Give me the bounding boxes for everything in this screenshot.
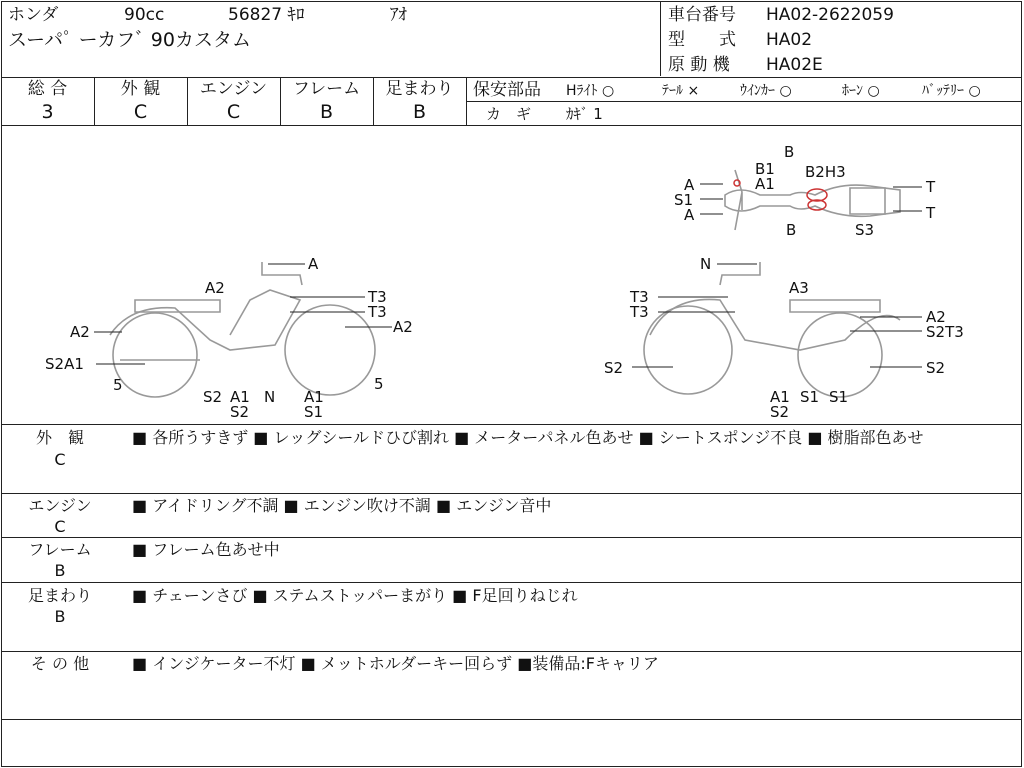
label-right: A3 — [789, 279, 809, 297]
section-other-notes: ■ インジケーター不灯 ■ メットホルダーキー回らず ■装備品:Fキャリア — [132, 654, 659, 673]
color: ｱｵ — [390, 5, 407, 25]
label-right: S2 — [770, 403, 790, 421]
label-right: S2 — [604, 359, 624, 377]
grade-value-suspension: B — [412, 101, 427, 123]
left-side-outline — [110, 262, 375, 397]
safety-taillight: ﾃｰﾙ × — [662, 83, 700, 99]
right-side-outline — [644, 262, 900, 397]
section-other-name: そ の 他 — [30, 654, 90, 673]
label-left: S2 — [203, 388, 223, 406]
engine-label: 原 動 機 — [668, 55, 730, 75]
label-left: A1 — [230, 388, 250, 406]
label-right: S2T3 — [926, 323, 964, 341]
label-left: 5 — [374, 375, 384, 393]
section-exterior-name: 外 観 — [35, 428, 84, 447]
label-left: A — [308, 255, 319, 273]
label-left: S2A1 — [45, 355, 84, 373]
chassis-label: 車台番号 — [668, 5, 736, 25]
safety-battery: ﾊﾞｯﾃﾘｰ ○ — [922, 83, 981, 99]
section-suspension-name: 足まわり — [27, 586, 92, 605]
engine-value: HA02E — [766, 55, 823, 75]
section-engine-name: エンジン — [28, 496, 92, 515]
section-exterior-notes: ■ 各所うすきず ■ レッグシールドひび割れ ■ メーターパネル色あせ ■ シートスポンジ不良 ■ 樹脂部色あせ — [132, 428, 924, 447]
key-value: ｶｷﾞ 1 — [566, 105, 603, 123]
label-right: S1 — [829, 388, 849, 406]
mileage: 56827 ｷﾛ — [228, 5, 305, 25]
label-left: A2 — [205, 279, 225, 297]
grade-label-overall: 総 合 — [27, 79, 68, 99]
model-name: スーパﾟ ーカフﾞ 90カスタム — [8, 29, 251, 51]
safety-headlight: Hﾗｲﾄ ○ — [566, 83, 615, 99]
grade-value-exterior: C — [133, 101, 148, 123]
label-left: A1 — [304, 388, 324, 406]
label-top: S3 — [855, 221, 875, 239]
label-right: A2 — [926, 308, 946, 326]
label-top: A1 — [755, 175, 775, 193]
type-value: HA02 — [766, 30, 813, 50]
label-top: B — [784, 143, 795, 161]
grade-value-frame: B — [319, 101, 334, 123]
row-line — [1, 582, 1022, 583]
label-right: S1 — [800, 388, 820, 406]
row-line — [1, 537, 1022, 538]
section-engine-grade: C — [54, 517, 66, 536]
grade-value-overall: 3 — [41, 101, 54, 123]
label-top: T — [926, 178, 936, 196]
section-frame-name: フレーム — [28, 540, 92, 559]
section-frame-notes: ■ フレーム色あせ中 — [132, 540, 280, 559]
chassis-value: HA02-2622059 — [766, 5, 894, 25]
section-suspension-notes: ■ チェーンさび ■ ステムストッパーまがり ■ F足回りねじれ — [132, 586, 578, 605]
row-line — [1, 651, 1022, 652]
row-line — [1, 493, 1022, 494]
maker: ホンダ — [8, 5, 59, 25]
label-top: A — [684, 176, 695, 194]
type-label: 型 式 — [668, 30, 736, 50]
label-top: B1 — [755, 160, 775, 178]
label-left: T3 — [368, 288, 387, 306]
grade-value-engine: C — [226, 101, 241, 123]
grade-label-exterior: 外 観 — [120, 79, 161, 99]
label-right: A1 — [770, 388, 790, 406]
section-exterior-grade: C — [54, 450, 66, 469]
label-top: B — [786, 221, 797, 239]
leader-lines — [94, 184, 922, 367]
label-left: S1 — [304, 403, 324, 421]
key-label: カ ギ — [486, 105, 532, 123]
section-engine-notes: ■ アイドリング不調 ■ エンジン吹け不調 ■ エンジン音中 — [132, 496, 552, 515]
row-line — [1, 719, 1022, 720]
label-right: N — [700, 255, 712, 273]
label-left: S2 — [230, 403, 250, 421]
label-left: N — [264, 388, 276, 406]
row-line — [1, 424, 1022, 425]
label-left: A2 — [70, 323, 90, 341]
label-top: A — [684, 206, 695, 224]
label-left: T3 — [368, 303, 387, 321]
label-top: B2H3 — [805, 163, 846, 181]
label-right: T3 — [630, 303, 649, 321]
safety-winker: ｳｲﾝｶｰ ○ — [740, 83, 792, 99]
label-right: T3 — [630, 288, 649, 306]
safety-title: 保安部品 — [473, 80, 541, 100]
label-top: S1 — [674, 191, 694, 209]
safety-horn: ﾎｰﾝ ○ — [842, 83, 880, 99]
label-left: A2 — [393, 318, 413, 336]
grade-label-frame: フレーム — [292, 79, 361, 99]
grade-label-engine: エンジン — [199, 79, 268, 99]
displacement: 90cc — [124, 5, 165, 25]
label-right: S2 — [926, 359, 946, 377]
label-left: 5 — [113, 376, 123, 394]
grade-label-suspension: 足まわり — [385, 79, 454, 99]
section-frame-grade: B — [54, 561, 66, 580]
section-suspension-grade: B — [54, 607, 66, 626]
label-top: T — [926, 204, 936, 222]
